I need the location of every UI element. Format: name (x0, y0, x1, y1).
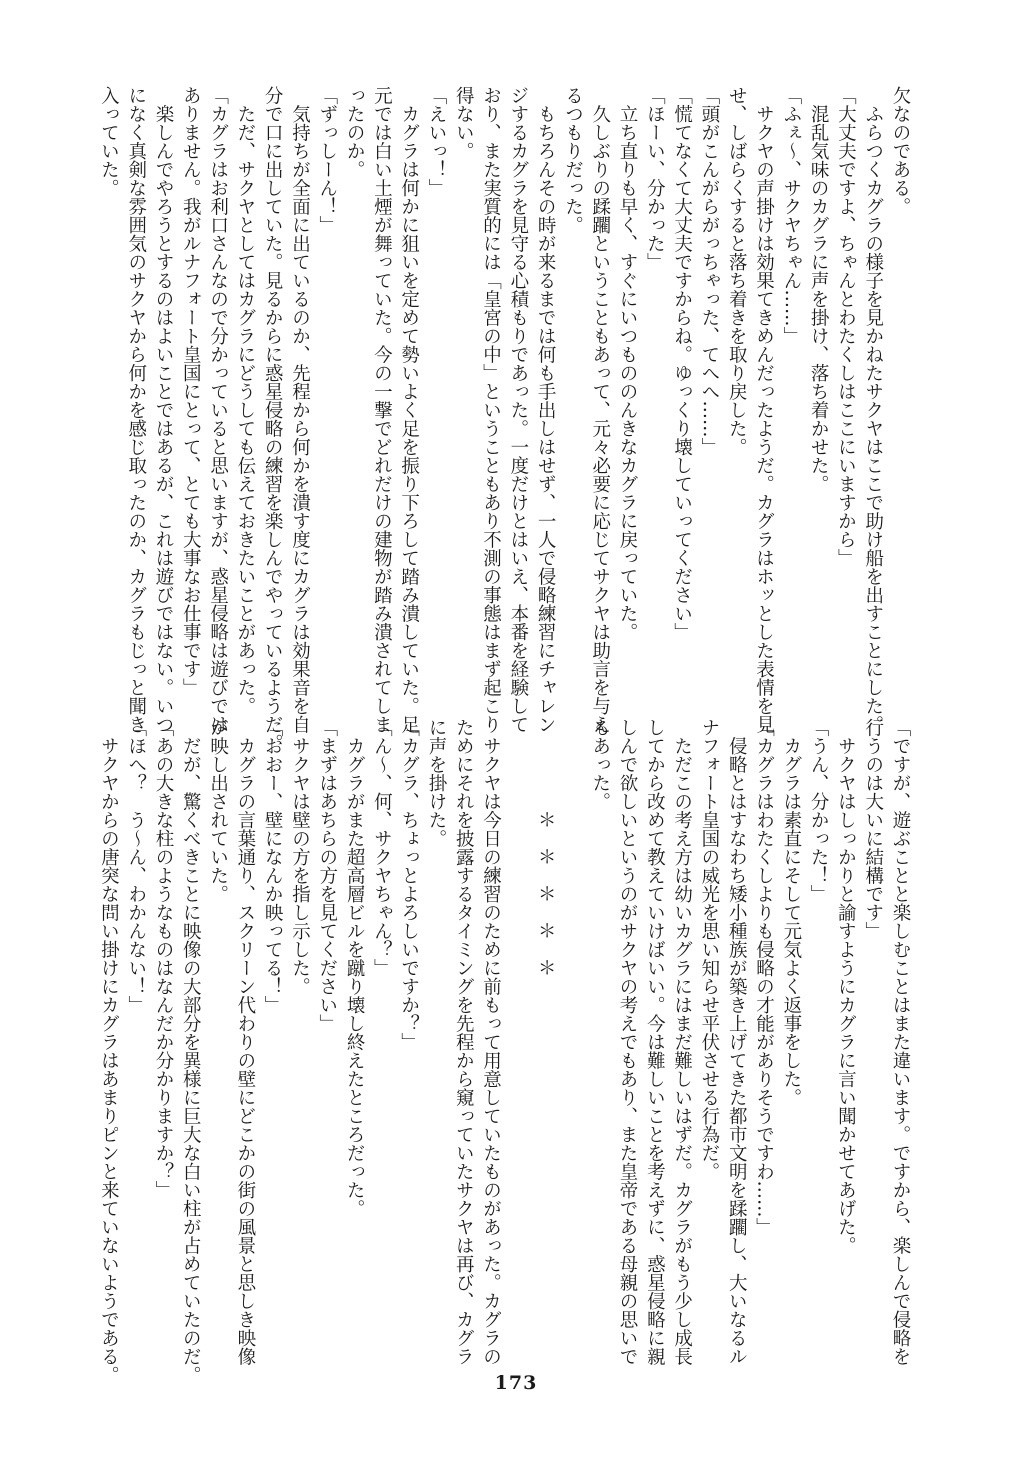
text-line: 「ほーい、分かった」 (644, 86, 666, 271)
text-line: 「ほへ？ う～ん、わかんない！」 (125, 718, 147, 1014)
text-line: 「ふぇ～、サクヤちゃん……」 (780, 86, 802, 345)
text-line: 気持ちが全面に出ているのか、先程から何かを潰す度にカグラは効果音を自 (289, 86, 311, 734)
text-line (505, 718, 532, 1358)
text-line: もちろんその時が来るまでは何も手出しはせず、一人で侵略練習にチャレン (535, 86, 557, 734)
text-line: してから改めて教えていけばいい。今は難しいことを考えずに、惑星侵略に親 (644, 718, 666, 1366)
text-line: しんで欲しいというのがサクヤの考えでもあり、また皇帝である母親の思いで (617, 718, 639, 1366)
text-line: サクヤは今日の練習のために前もって用意していたものがあった。カグラの (480, 718, 502, 1366)
text-line (559, 718, 586, 1358)
text-line: 「大丈夫ですよ、ちゃんとわたくしはここにいますから」 (835, 86, 857, 567)
text-line: 「カグラ、ちょっとよろしいですか？」 (398, 718, 420, 1051)
text-line: カグラの言葉通り、スクリーン代わりの壁にどこかの街の風景と思しき映像 (234, 718, 256, 1366)
text-line: 行うのは大いに結構です」 (862, 718, 884, 940)
text-line: ジするカグラを見守る心積もりであった。一度だけとはいえ、本番を経験して (507, 86, 529, 734)
text-line: ったのか。 (344, 86, 366, 179)
text-line: ただ、サクヤとしてはカグラにどうしても伝えておきたいことがあった。 (234, 86, 256, 715)
text-line: 「カグラはわたくしよりも侵略の才能がありそうですわ……」 (753, 718, 775, 1236)
text-line: サクヤはしっかりと諭すようにカグラに言い聞かせてあげた。 (835, 718, 857, 1255)
text-line: が映し出されていた。 (207, 718, 229, 903)
text-line: 元では白い土煙が舞っていた。今の一撃でどれだけの建物が踏み潰されてしま (371, 86, 393, 734)
text-line: になく真剣な雰囲気のサクヤから何かを感じ取ったのか、カグラもじっと聞き (125, 86, 147, 734)
text-line: 「慌てなくて大丈夫ですからね。ゆっくり壊していってください」 (671, 86, 693, 641)
text-line: せ、しばらくすると落ち着きを取り戻した。 (726, 86, 748, 456)
text-line: 立ち直りも早く、すぐにいつもののんきなカグラに戻っていた。 (617, 86, 639, 641)
text-line: 久しぶりの蹂躙ということもあって、元々必要に応じてサクヤは助言を与え (589, 86, 611, 734)
text-line: 「えいっ！」 (425, 86, 447, 197)
text-line: 得ない。 (453, 86, 475, 160)
text-line: 分で口に出していた。見るからに惑星侵略の練習を楽しんでやっているようだ。 (262, 86, 284, 752)
text-line: カグラがまた超高層ビルを蹴り壊し終えたところだった。 (344, 718, 366, 1218)
text-line: 「ずっしーん！」 (316, 86, 338, 234)
text-line: 「あの大きな柱のようなものはなんだか分かりますか？」 (152, 718, 174, 1199)
text-line: 侵略とはすなわち矮小種族が築き上げてきた都市文明を蹂躙し、大いなるル (726, 718, 748, 1366)
upper-text-block (95, 86, 914, 752)
text-line: 入っていた。 (98, 86, 120, 197)
text-line: るつもりだった。 (562, 86, 584, 234)
text-line: 「頭がこんがらがっちゃった、てへへ……」 (698, 86, 720, 456)
text-line: 「ですが、遊ぶことと楽しむことはまた違います。ですから、楽しんで侵略を (890, 718, 911, 1366)
text-line: 「カグラはお利口さんなので分かっていると思いますが、惑星侵略は遊びでは (207, 86, 229, 734)
text-line: 「うん、分かった！」 (808, 718, 830, 903)
text-line: 「おおー、壁になんか映ってる！」 (262, 718, 284, 1014)
text-line: 楽しんでやろうとするのはよいことではあるが、これは遊びではない。いつ (152, 86, 174, 734)
text-line: ありません。我がルナフォート皇国にとって、とても大事なお仕事です」 (180, 86, 202, 697)
text-line: サクヤからの唐突な問い掛けにカグラはあまりピンと来ていないようである。 (98, 718, 120, 1384)
text-line: 混乱気味のカグラに声を掛け、落ち着かせた。 (808, 86, 830, 493)
page-number: 173 (494, 1372, 538, 1394)
text-line: だが、驚くべきことに映像の大部分を異様に巨大な白い柱が占めていたのだ。 (180, 718, 202, 1384)
text-line: ふらつくカグラの様子を見かねたサクヤはここで助け船を出すことにした。 (862, 86, 884, 734)
text-line: サクヤの声掛けは効果てきめんだったようだ。カグラはホッとした表情を見 (753, 86, 775, 734)
text-line: もあった。 (589, 718, 611, 811)
text-line: に声を掛けた。 (425, 718, 447, 848)
text-line: ナフォート皇国の威光を思い知らせ平伏させる行為だ。 (698, 718, 720, 1181)
text-line: ただこの考え方は幼いカグラにはまだ難しいはずだ。カグラがもう少し成長 (671, 718, 693, 1366)
text-line: カグラは何かに狙いを定めて勢いよく足を振り下ろして踏み潰していた。足 (398, 86, 420, 734)
text-line: おり、また実質的には「皇宮の中」ということもあり不測の事態はまず起こり (480, 86, 502, 734)
text-line: カグラは素直にそして元気よく返事をした。 (780, 718, 802, 1107)
text-line: ＊ ＊ ＊ ＊ ＊ (535, 718, 557, 977)
text-line: ためにそれを披露するタイミングを先程から窺っていたサクヤは再び、カグラ (453, 718, 475, 1366)
text-line: 「ん～、何、サクヤちゃん？」 (371, 718, 393, 977)
text-line: サクヤは壁の方を指し示した。 (289, 718, 311, 996)
text-line: 欠なのである。 (890, 86, 911, 216)
text-line: 「まずはあちらの方を見てください」 (316, 718, 338, 1033)
